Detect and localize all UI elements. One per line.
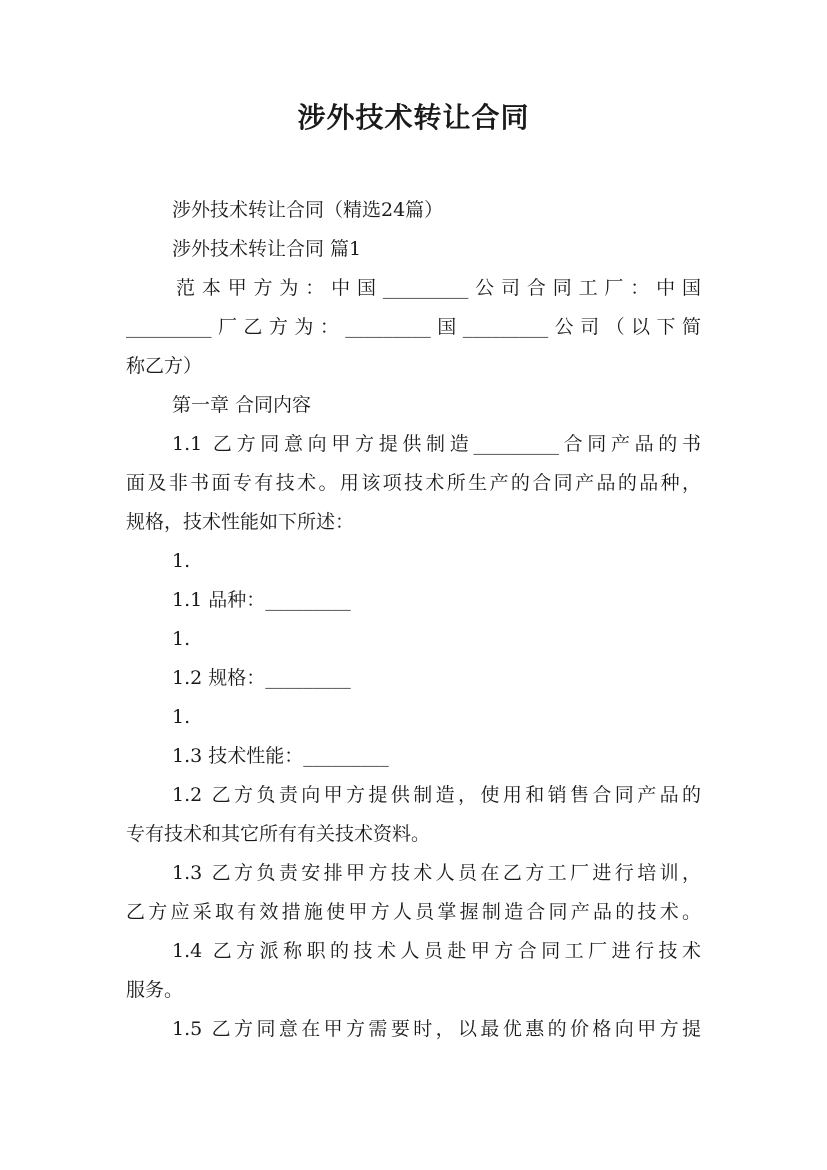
text-line: 涉外技术转让合同 篇1 [172, 238, 362, 260]
text-line: 规格，技术性能如下所述： [126, 511, 355, 533]
text-line: 1.2 乙方负责向甲方提供制造，使用和销售合同产品的 [172, 784, 701, 806]
text-line: 1.3 乙方负责安排甲方技术人员在乙方工厂进行培训， [172, 862, 701, 884]
document-title: 涉外技术转让合同 [297, 101, 530, 134]
text-line: 1.2 规格：_________ [172, 667, 351, 689]
text-line: 1. [172, 628, 191, 650]
text-line: 1. [172, 706, 191, 728]
text-line: 1. [172, 550, 191, 572]
chapter-heading: 第一章 合同内容 [172, 394, 312, 416]
text-line: 1.1 乙方同意向甲方提供制造_________合同产品的书 [172, 433, 701, 455]
text-line: 范本甲方为：中国_________公司合同工厂：中国 [176, 277, 701, 299]
text-line: 涉外技术转让合同（精选24篇） [172, 199, 444, 221]
text-line: 1.5 乙方同意在甲方需要时，以最优惠的价格向甲方提 [172, 1018, 701, 1040]
text-line: 专有技术和其它所有有关技术资料。 [126, 823, 431, 845]
text-line: 面及非书面专有技术。用该项技术所生产的合同产品的品种， [126, 472, 701, 494]
text-line: _________厂乙方为：_________国_________公司（以下简 [126, 316, 701, 338]
text-line: 服务。 [126, 979, 184, 1001]
text-line: 1.1 品种：_________ [172, 589, 351, 611]
text-line: 乙方应采取有效措施使甲方人员掌握制造合同产品的技术。 [126, 901, 701, 923]
text-line: 称乙方） [126, 355, 203, 377]
text-line: 1.4 乙方派称职的技术人员赴甲方合同工厂进行技术 [172, 940, 701, 962]
text-line: 1.3 技术性能：_________ [172, 745, 389, 767]
